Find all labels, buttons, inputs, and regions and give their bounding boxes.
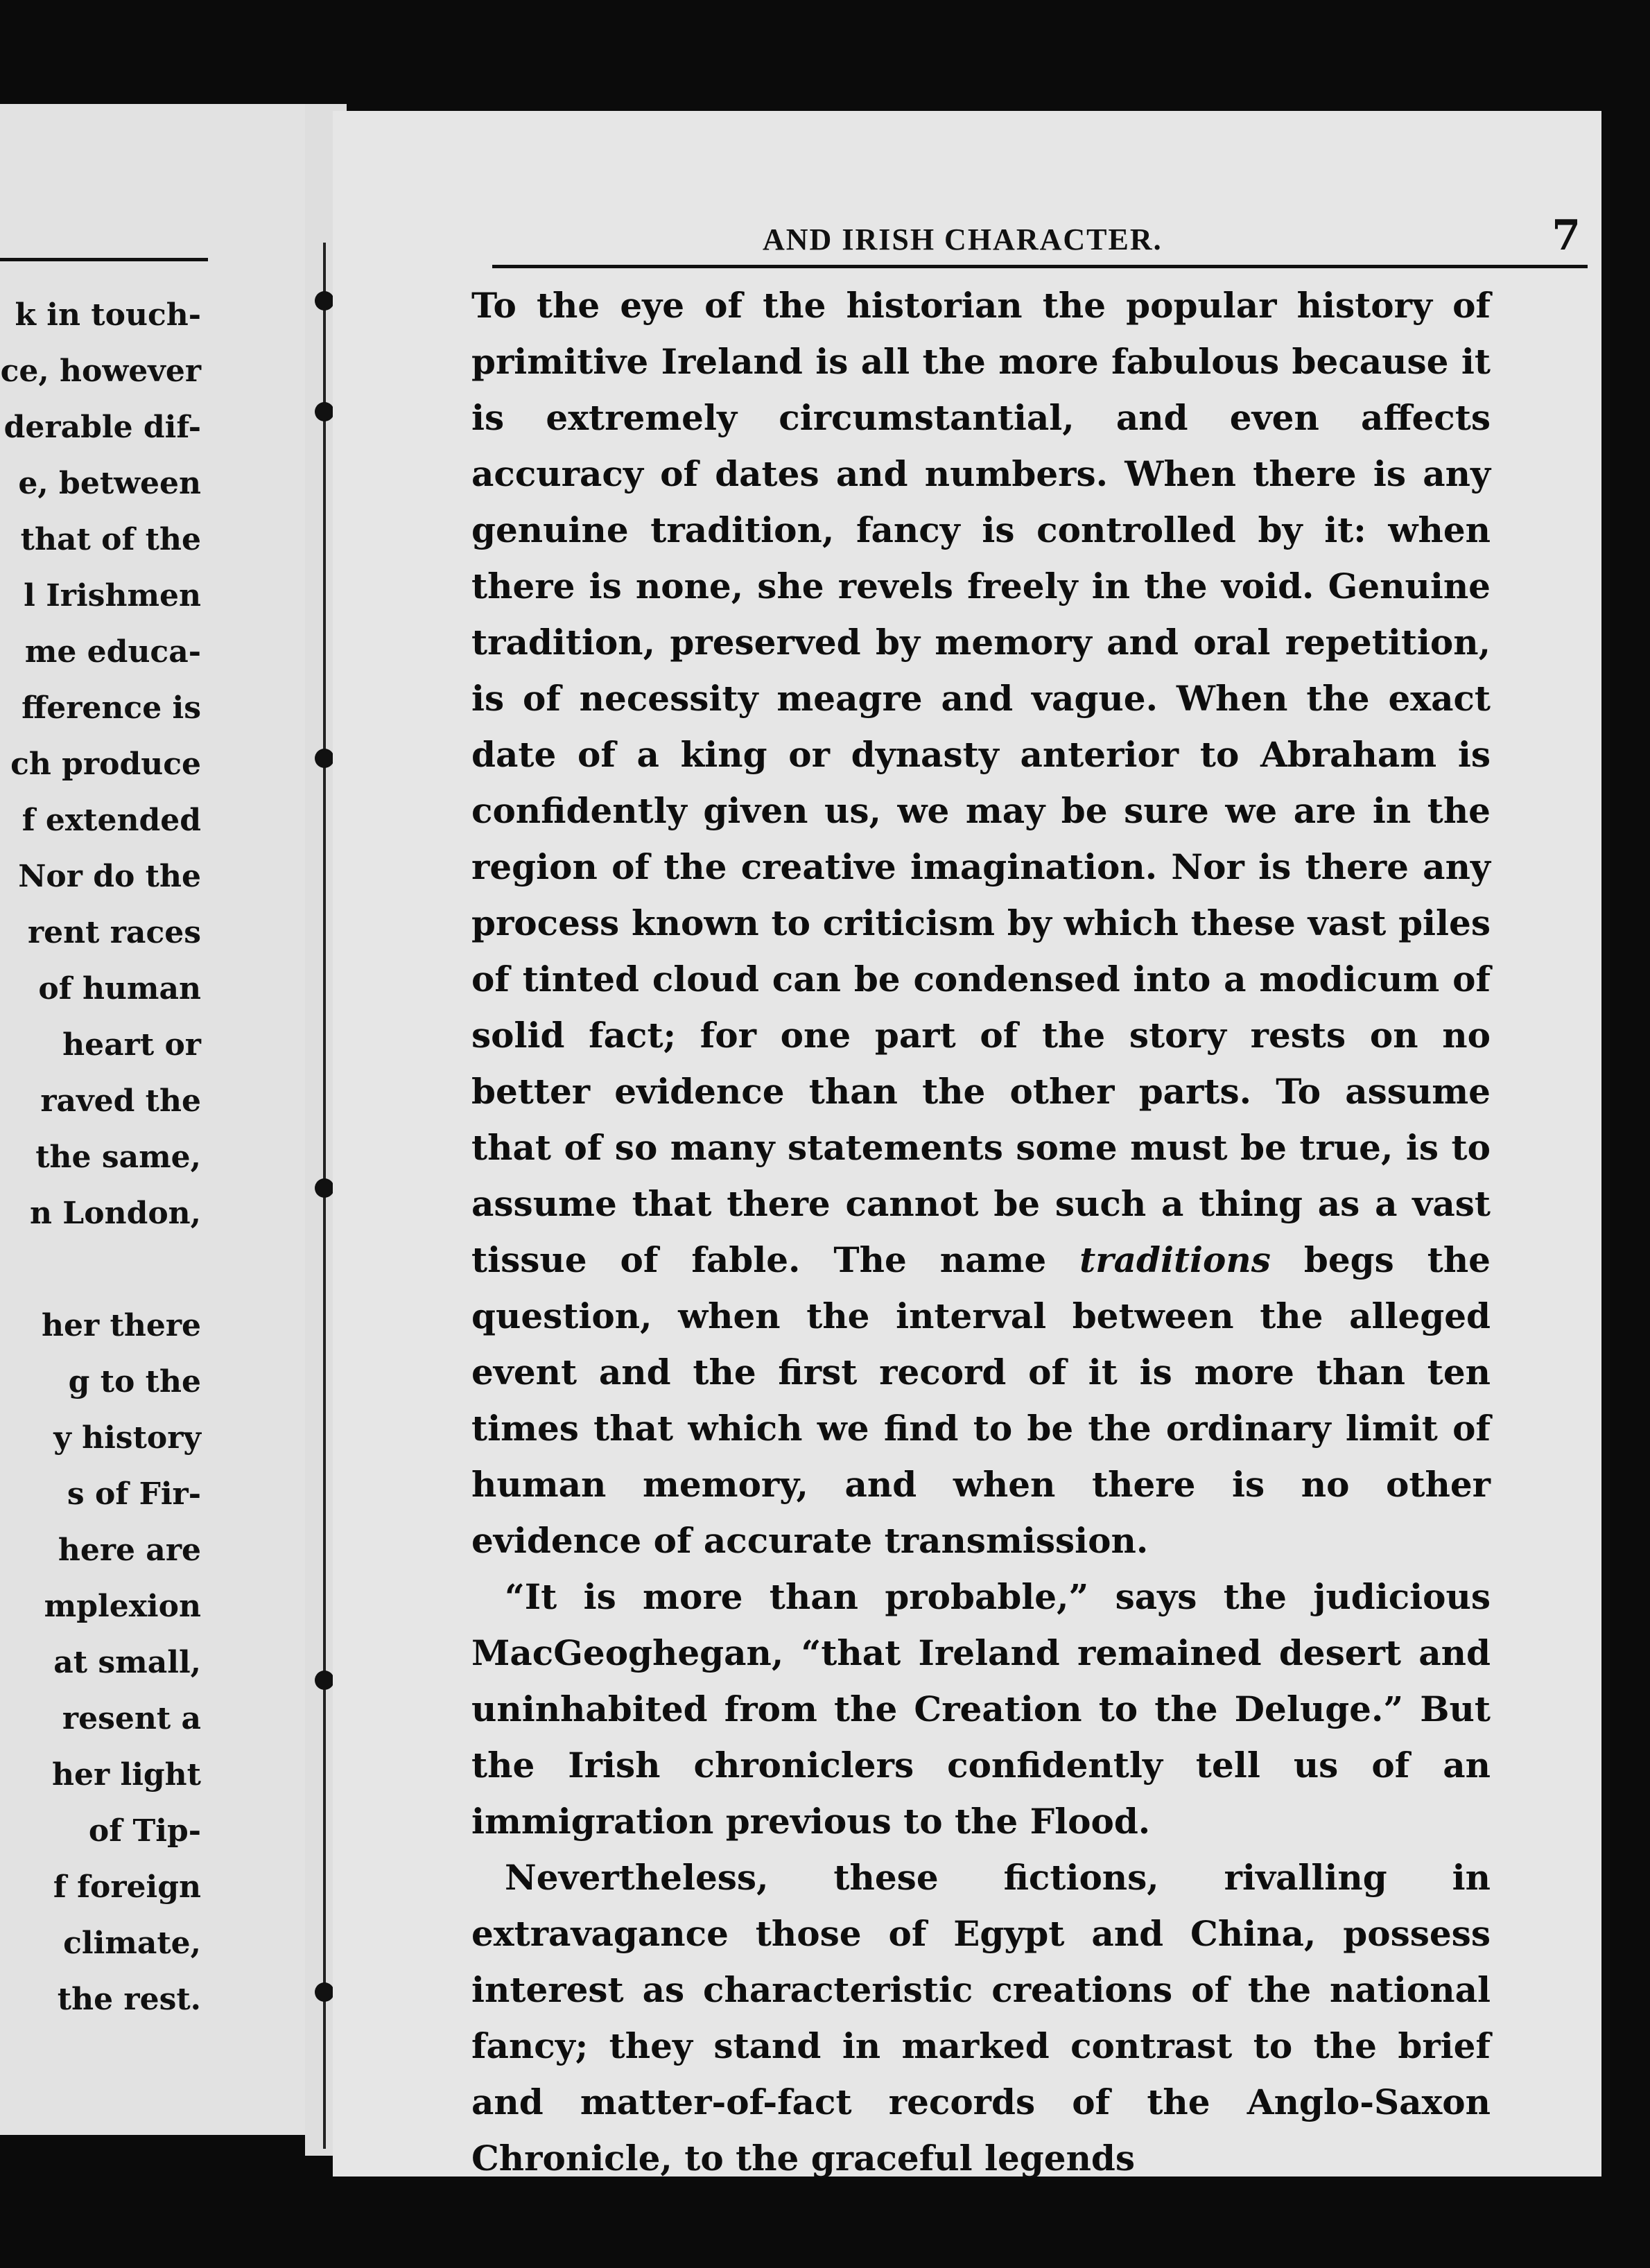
left-page-line: rent races [27, 915, 201, 950]
left-page-line: here are [58, 1533, 201, 1568]
left-page-line: s of Fir- [67, 1476, 201, 1512]
stitch-knot [315, 1982, 334, 2002]
paragraph-2: “It is more than probable,” says the judicious MacGeoghegan, “that Ireland remained desert and uninhabited from the Creation to the Deluge.” But the Irish chroniclers confidently tell us of an immigration previous to the Flood. [471, 1576, 1491, 1842]
left-page-line: her there [42, 1308, 201, 1343]
paragraph-1-text-b: begs the question, when the interval between the alleged event and the first record of it is more than ten times that which we find to be the ordinary limit of human memory, and when there is no other evidence of accurate transmission. [471, 1239, 1491, 1561]
left-page-line: that of the [20, 522, 201, 557]
stitch-knot [315, 291, 334, 311]
left-page-line: e, between [18, 466, 201, 501]
left-page-line: of human [38, 971, 201, 1006]
paragraph-3: Nevertheless, these fictions, rivalling in extravagance those of Egypt and China, possess interest as characteristic creations of the national fancy; they stand in marked contrast to the brief and matter-of-fact records of the Anglo-Saxon Chronicle, to the graceful legends [471, 1857, 1491, 2179]
running-head-title: AND IRISH CHARACTER. [763, 223, 1163, 256]
left-page-line: at small, [53, 1645, 201, 1680]
left-page-line: n London, [29, 1196, 201, 1231]
left-page-line: the same, [35, 1140, 201, 1175]
left-page-line: f extended [21, 803, 201, 838]
stitch-knot [315, 402, 334, 421]
left-page-line: raved the [40, 1083, 201, 1119]
stitch-knot [315, 1178, 334, 1198]
paragraph-1-text-a: To the eye of the historian the popular history of primitive Ireland is all the more fabulous because it is extremely circumstantial, and even affects accuracy of dates and numbers. When there is any genuine tradition, fancy is controlled by it: when there is none, she revels freely in the void. Genuine tradition, preserved by memory and oral repetition, is of necessity meagre and vague. When the exact date of a king or dynasty anterior to Abraham is confidently given us, we may be sure we are in the region of the creative imagination. Nor is there any process known to criticism by which these vast piles of tinted cloud can be condensed into a modicum of solid fact; for one part of the story rests on no better evidence than the other parts. To assume that of so many statements some must be true, is to assume that there cannot be such a thing as a vast tissue of fable. The name [471, 285, 1491, 1280]
left-page-line: k in touch- [15, 297, 201, 333]
left-page-line [0, 1241, 201, 1298]
left-page-line: g to the [68, 1364, 201, 1399]
left-page-line: fference is [21, 690, 201, 726]
body-text [471, 277, 1491, 2186]
left-page-line: ch produce [10, 747, 201, 782]
left-page-line: ce, however [0, 354, 201, 389]
running-head [333, 211, 1581, 260]
left-page-line: f foreign [53, 1869, 201, 1905]
left-page-line: heart or [62, 1027, 201, 1063]
page-number: 7 [1552, 211, 1581, 260]
left-page-line: her light [52, 1757, 201, 1792]
paragraph-1 [471, 277, 1491, 1569]
header-rule [492, 265, 1588, 268]
left-page-line: mplexion [44, 1589, 201, 1624]
paragraph-1-italic: traditions [1079, 1239, 1271, 1280]
left-page [0, 104, 326, 2135]
left-page-line: y history [53, 1420, 201, 1456]
stitch-knot [315, 749, 334, 768]
left-page-line: the rest. [57, 1982, 201, 2017]
left-page-line: of Tip- [88, 1813, 201, 1849]
right-page [333, 111, 1601, 2177]
left-page-line: me educa- [24, 634, 201, 670]
stitch-knot [315, 1671, 334, 1690]
left-page-line: l Irishmen [24, 578, 201, 613]
left-page-line: derable dif- [3, 410, 201, 445]
left-page-text [0, 287, 201, 2027]
left-header-rule [0, 258, 208, 261]
left-page-line: climate, [63, 1926, 201, 1961]
left-page-line: Nor do the [18, 859, 201, 894]
left-page-line: resent a [62, 1701, 201, 1736]
